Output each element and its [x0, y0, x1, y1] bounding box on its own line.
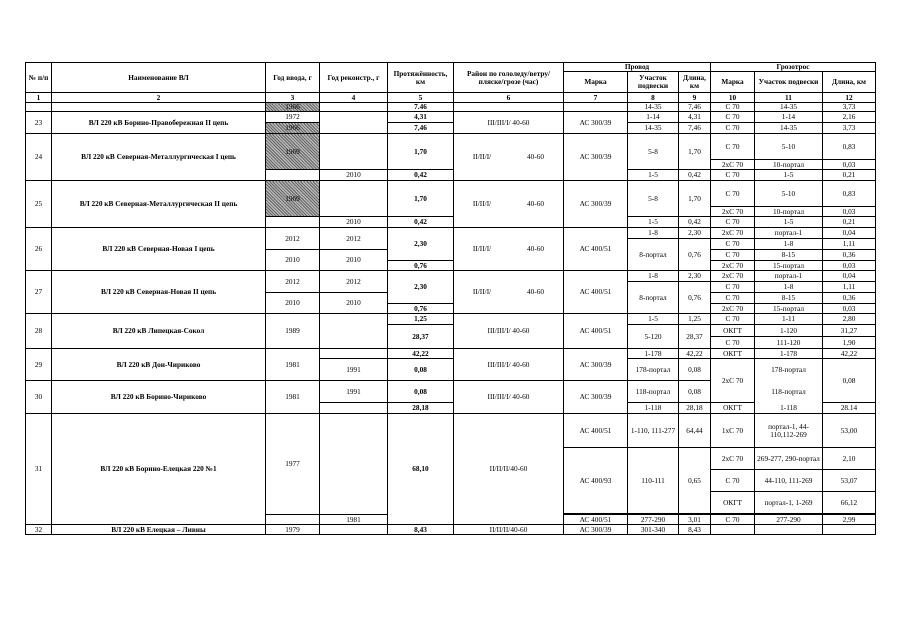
table-row — [26, 134, 876, 160]
wire-mark-cell: АС 400/51 — [564, 271, 628, 314]
cable-length-cell: 0,21 — [823, 170, 876, 181]
table-row — [26, 414, 876, 448]
table-row — [26, 314, 876, 325]
cable-mark-cell: С 70 — [711, 337, 755, 349]
colnum: 9 — [679, 93, 711, 103]
wire-length-cell: 1,70 — [679, 181, 711, 217]
wire-mark-cell: АС 400/93 — [564, 448, 628, 514]
year-cell: 1981 — [266, 381, 320, 414]
wire-section-cell: 118-портал — [628, 381, 679, 403]
wire-length-cell: 0,76 — [679, 239, 711, 271]
cable-length-cell: 0,03 — [823, 160, 876, 170]
cable-section-cell: портал-1 — [755, 228, 823, 239]
cable-section-cell: 1-178 — [755, 349, 823, 359]
cable-section-cell: 14-35 — [755, 103, 823, 112]
cable-mark-cell: 2хС 70 — [711, 359, 755, 403]
cable-length-cell: 28.14 — [823, 403, 876, 414]
row-number: 24 — [26, 134, 52, 181]
year-cell: 1981 — [266, 349, 320, 381]
wire-length-cell: 3,01 — [679, 515, 711, 525]
cable-length-cell: 0,08 — [823, 359, 876, 403]
cable-length-cell: 53,00 — [823, 414, 876, 448]
year-cell — [266, 217, 320, 228]
row-number: 28 — [26, 314, 52, 349]
cable-section-cell: 14-35 — [755, 123, 823, 134]
wire-section-cell: 277-290 — [628, 515, 679, 525]
wire-section-cell: 1-110, 111-277 — [628, 414, 679, 448]
wire-mark-cell: АС 300/39 — [564, 112, 628, 134]
length-cell: 7.46 — [388, 103, 454, 112]
cable-mark-cell: ОКГТ — [711, 325, 755, 337]
line-name: ВЛ 220 кВ Северная-Новая I цепь — [52, 228, 266, 271]
cable-length-cell: 1,11 — [823, 282, 876, 293]
wire-length-cell: 0,08 — [679, 381, 711, 403]
cable-length-cell: 3,73 — [823, 123, 876, 134]
region-cell: III/III/I/ 40-60 — [454, 314, 564, 349]
cable-section-cell: 1-14 — [755, 112, 823, 123]
colnum: 3 — [266, 93, 320, 103]
wire-section-cell: 178-портал — [628, 359, 679, 381]
cable-length-cell: 2,80 — [823, 314, 876, 325]
wire-mark-header: Марка — [564, 72, 628, 93]
cable-length-cell: 0,21 — [823, 217, 876, 228]
region-cell: III/III/I/ 40-60 — [454, 381, 564, 414]
wire-length-cell: 7,46 — [679, 103, 711, 112]
table-row — [26, 112, 876, 123]
line-name: ВЛ 220 кВ Борино-Елецкая 220 №1 — [52, 414, 266, 525]
cable-section-cell: 111-120 — [755, 337, 823, 349]
cable-mark-cell: С 70 — [711, 181, 755, 207]
wire-section-cell: 5-8 — [628, 134, 679, 170]
power-lines-table — [25, 62, 876, 535]
table-row — [26, 271, 876, 282]
year-cell — [266, 170, 320, 181]
cable-mark-cell: С 70 — [711, 217, 755, 228]
cable-length-cell: 0,83 — [823, 181, 876, 207]
cable-section-cell: 277-290 — [755, 515, 823, 525]
cable-mark-cell: 2хС 70 — [711, 261, 755, 271]
cable-length-cell: 1,90 — [823, 337, 876, 349]
cable-length-cell: 2,10 — [823, 448, 876, 470]
wire-mark-cell: АС 400/51 — [564, 314, 628, 349]
cable-mark-cell: С 70 — [711, 239, 755, 250]
document-page — [25, 62, 875, 535]
reconstruction-year-cell: 2012 — [320, 228, 388, 250]
colnum: 10 — [711, 93, 755, 103]
wire-length-cell: 28,37 — [679, 325, 711, 349]
year-cell: 1989 — [266, 314, 320, 349]
length-cell: 68,10 — [388, 414, 454, 525]
cable-section-cell: 8-15 — [755, 293, 823, 304]
wire-length-cell: 0,08 — [679, 359, 711, 381]
col-year-rec-header: Год реконстр., г — [320, 63, 388, 93]
cable-section-cell: 5-10 — [755, 134, 823, 160]
cable-section-cell: 1-118 — [755, 403, 823, 414]
row-number: 30 — [26, 381, 52, 414]
wire-mark-cell: АС 400/51 — [564, 414, 628, 448]
length-cell: 2,30 — [388, 271, 454, 304]
colnum: 8 — [628, 93, 679, 103]
table-row — [26, 525, 876, 535]
region-cell: II/II/I/ 40-60 — [454, 181, 564, 228]
wire-length-cell: 1,25 — [679, 314, 711, 325]
wire-section-cell: 1-14 — [628, 112, 679, 123]
year-cell: 1979 — [266, 525, 320, 535]
cable-length-cell: 0,03 — [823, 304, 876, 314]
cable-length-cell: 0,04 — [823, 271, 876, 282]
cable-section-cell: 1-5 — [755, 217, 823, 228]
region-cell: II/II/I/ 40-60 — [454, 134, 564, 181]
cable-mark-cell: 2хС 70 — [711, 271, 755, 282]
line-name: ВЛ 220 кВ Северная-Металлургическая II цепь — [52, 181, 266, 228]
reconstruction-year-cell: 2010 — [320, 170, 388, 181]
colnum: 6 — [454, 93, 564, 103]
wire-length-cell: 0,42 — [679, 217, 711, 228]
cable-mark-cell: 2хС 70 — [711, 207, 755, 217]
wire-section-cell: 1-8 — [628, 228, 679, 239]
length-cell: 8,43 — [388, 525, 454, 535]
cable-length-cell: 2,99 — [823, 515, 876, 525]
row-number: 31 — [26, 414, 52, 525]
cable-section-cell: 44-110, 111-269 — [755, 470, 823, 492]
reconstruction-year-cell: 1991 — [320, 359, 388, 381]
cable-section-cell: портал-1, 1-269 — [755, 492, 823, 514]
cable-section-cell: 10-портал — [755, 207, 823, 217]
wire-section-cell: 110-111 — [628, 448, 679, 514]
wire-mark-cell: АС 300/39 — [564, 349, 628, 381]
reconstruction-year-cell: 2010 — [320, 293, 388, 314]
colnum: 5 — [388, 93, 454, 103]
year-cell: 2012 — [266, 228, 320, 250]
colnum: 11 — [755, 93, 823, 103]
cable-mark-cell: С 70 — [711, 250, 755, 261]
reconstruction-year-cell: 2010 — [320, 217, 388, 228]
cable-mark-cell: С 70 — [711, 314, 755, 325]
line-name: ВЛ 220 кВ Северная-Металлургическая I цепь — [52, 134, 266, 181]
cable-length-cell: 1,11 — [823, 239, 876, 250]
wire-mark-cell: АС 300/39 — [564, 134, 628, 181]
wire-section-cell: 8-портал — [628, 239, 679, 271]
cable-mark-cell: ОКГТ — [711, 492, 755, 514]
cable-length-cell: 0,04 — [823, 228, 876, 239]
length-cell: 0,08 — [388, 359, 454, 381]
cable-mark-cell: ОКГТ — [711, 349, 755, 359]
wire-section-cell: 5-120 — [628, 325, 679, 349]
wire-length-cell: 64,44 — [679, 414, 711, 448]
region-cell: III/III/I/ 40-60 — [454, 112, 564, 134]
col-region-header: Район по гололеду/ветру/ пляске/грозе (час) — [454, 63, 564, 93]
region-cell: III/III/I/ 40-60 — [454, 349, 564, 381]
cable-mark-cell: С 70 — [711, 112, 755, 123]
cable-mark-cell: ОКГТ — [711, 403, 755, 414]
cable-mark-cell: С 70 — [711, 515, 755, 525]
wire-section-cell: 1-5 — [628, 314, 679, 325]
length-cell: 28,18 — [388, 403, 454, 414]
year-cell: 1972 — [266, 112, 320, 123]
cable-section-cell: 1-8 — [755, 282, 823, 293]
length-cell: 7,46 — [388, 123, 454, 134]
col-name-header: Наименование ВЛ — [52, 63, 266, 93]
cable-length-cell: 53,07 — [823, 470, 876, 492]
row-number: 32 — [26, 525, 52, 535]
length-cell: 0,76 — [388, 261, 454, 271]
wire-length-cell: 4,31 — [679, 112, 711, 123]
line-name: ВЛ 220 кВ Липецкая-Сокол — [52, 314, 266, 349]
length-cell: 2,30 — [388, 228, 454, 261]
reconstruction-year-cell: 2012 — [320, 271, 388, 293]
wire-mark-cell: АС 300/39 — [564, 381, 628, 414]
cable-mark-cell: С 70 — [711, 123, 755, 134]
cable-section-cell: 269-277, 290-портал — [755, 448, 823, 470]
colnum: 12 — [823, 93, 876, 103]
length-cell: 28,37 — [388, 325, 454, 349]
table-row — [26, 228, 876, 239]
year-cell: 1969 — [266, 181, 320, 217]
colnum: 1 — [26, 93, 52, 103]
length-cell: 4,31 — [388, 112, 454, 123]
cable-section-cell: 1-120 — [755, 325, 823, 337]
length-cell: 1,25 — [388, 314, 454, 325]
col-n-header: № п/п — [26, 63, 52, 93]
line-name: ВЛ 220 кВ Елецкая – Ливны — [52, 525, 266, 535]
wire-section-cell: 1-118 — [628, 403, 679, 414]
wire-section-cell: 14-35 — [628, 123, 679, 134]
cable-mark-cell: С 70 — [711, 170, 755, 181]
year-cell: 2010 — [266, 293, 320, 314]
length-cell: 42,22 — [388, 349, 454, 359]
cable-length-header: Длина, км — [823, 72, 876, 93]
year-cell: 1966 — [266, 123, 320, 134]
wire-length-header: Длина, км — [679, 72, 711, 93]
cable-mark-cell: С 70 — [711, 282, 755, 293]
cable-length-cell: 0,03 — [823, 207, 876, 217]
wire-length-cell: 0,42 — [679, 170, 711, 181]
cable-mark-cell: 2хС 70 — [711, 160, 755, 170]
wire-section-cell: 14-35 — [628, 103, 679, 112]
length-cell: 0,42 — [388, 217, 454, 228]
cable-mark-cell: 2хС 70 — [711, 304, 755, 314]
region-cell: II/II/I/ 40-60 — [454, 228, 564, 271]
wire-mark-cell: АС 300/39 — [564, 525, 628, 535]
cable-length-cell: 0,36 — [823, 250, 876, 261]
cable-section-cell: 5-10 — [755, 181, 823, 207]
cable-section-cell: 1-5 — [755, 170, 823, 181]
length-cell: 0,08 — [388, 381, 454, 403]
cable-section-cell: 8-15 — [755, 250, 823, 261]
colnum: 7 — [564, 93, 628, 103]
cable-length-cell: 42,22 — [823, 349, 876, 359]
col-year-in-header: Год ввода, г — [266, 63, 320, 93]
year-cell: 2010 — [266, 250, 320, 271]
reconstruction-year-cell: 2010 — [320, 250, 388, 271]
cable-section-cell: портал-1 — [755, 271, 823, 282]
cable-mark-cell: С 70 — [711, 134, 755, 160]
wire-length-cell: 28,18 — [679, 403, 711, 414]
cable-length-cell: 0,36 — [823, 293, 876, 304]
region-cell: II/II/I/ 40-60 — [454, 271, 564, 314]
cable-section-cell: 15-портал — [755, 304, 823, 314]
cable-mark-cell: 2хС 70 — [711, 228, 755, 239]
cable-mark-cell: С 70 — [711, 293, 755, 304]
cable-section-cell: 118-портал — [755, 381, 823, 403]
cable-mark-cell: 1хС 70 — [711, 414, 755, 448]
col-length-header: Протяжённость, км — [388, 63, 454, 93]
wire-mark-cell: АС 400/51 — [564, 228, 628, 271]
wire-section-cell: 1-8 — [628, 271, 679, 282]
length-cell: 1,70 — [388, 134, 454, 170]
wire-length-cell: 8,43 — [679, 525, 711, 535]
wire-length-cell: 2,30 — [679, 271, 711, 282]
year-cell: 2012 — [266, 271, 320, 293]
column-numbers-row — [26, 93, 876, 103]
cable-section-cell: 178-портал — [755, 359, 823, 381]
cable-length-cell: 0,03 — [823, 261, 876, 271]
cable-section-header: Участок подвески — [755, 72, 823, 93]
wire-length-cell: 0,65 — [679, 448, 711, 514]
wire-section-header: Участок подвески — [628, 72, 679, 93]
wire-length-cell: 1,70 — [679, 134, 711, 170]
table-row — [26, 103, 876, 112]
table-row — [26, 181, 876, 207]
cable-length-cell: 2,16 — [823, 112, 876, 123]
cable-mark-cell: С 70 — [711, 470, 755, 492]
wire-group-header: Провод — [564, 63, 711, 72]
colnum: 2 — [52, 93, 266, 103]
cable-section-cell: 1-11 — [755, 314, 823, 325]
line-name: ВЛ 220 кВ Северная-Новая II цепь — [52, 271, 266, 314]
wire-length-cell: 0,76 — [679, 282, 711, 314]
region-cell: II/II/II/40-60 — [454, 525, 564, 535]
wire-mark-cell: АС 300/39 — [564, 181, 628, 228]
reconstruction-year-cell: 1991 — [320, 381, 388, 403]
wire-section-cell: 1-5 — [628, 170, 679, 181]
length-cell: 1,70 — [388, 181, 454, 217]
wire-section-cell: 1-178 — [628, 349, 679, 359]
cable-mark-cell: 2хС 70 — [711, 448, 755, 470]
cable-section-cell: 10-портал — [755, 160, 823, 170]
reconstruction-year-cell: 1981 — [320, 515, 388, 525]
header-row — [26, 63, 876, 72]
cable-group-header: Грозотрос — [711, 63, 876, 72]
wire-length-cell: 42,22 — [679, 349, 711, 359]
row-number: 23 — [26, 112, 52, 134]
cable-length-cell: 66,12 — [823, 492, 876, 514]
cable-mark-cell: С 70 — [711, 103, 755, 112]
length-cell: 0,76 — [388, 304, 454, 314]
wire-section-cell: 5-8 — [628, 181, 679, 217]
cable-section-cell: портал-1, 44-110,112-269 — [755, 414, 823, 448]
cable-section-cell: 15-портал — [755, 261, 823, 271]
cable-length-cell: 31,27 — [823, 325, 876, 337]
wire-mark-cell: АС 400/51 — [564, 515, 628, 525]
wire-section-cell: 1-5 — [628, 217, 679, 228]
line-name: ВЛ 220 кВ Борино-Правобережная II цепь — [52, 112, 266, 134]
year-cell: 1977 — [266, 414, 320, 515]
wire-section-cell: 301-340 — [628, 525, 679, 535]
wire-length-cell: 7,46 — [679, 123, 711, 134]
line-name: ВЛ 220 кВ Борино-Чириково — [52, 381, 266, 414]
cable-length-cell: 0,83 — [823, 134, 876, 160]
wire-length-cell: 2,30 — [679, 228, 711, 239]
row-number: 29 — [26, 349, 52, 381]
row-number: 27 — [26, 271, 52, 314]
year-cell: 1969 — [266, 134, 320, 170]
length-cell: 0,42 — [388, 170, 454, 181]
table-row — [26, 349, 876, 359]
line-name: ВЛ 220 кВ Дон-Чириково — [52, 349, 266, 381]
colnum: 4 — [320, 93, 388, 103]
cable-mark-header: Марка — [711, 72, 755, 93]
row-number: 26 — [26, 228, 52, 271]
region-cell: II/II/II/40-60 — [454, 414, 564, 525]
year-cell: 1966 — [266, 103, 320, 112]
row-number: 25 — [26, 181, 52, 228]
cable-length-cell: 3,73 — [823, 103, 876, 112]
wire-section-cell: 8-портал — [628, 282, 679, 314]
cable-section-cell: 1-8 — [755, 239, 823, 250]
